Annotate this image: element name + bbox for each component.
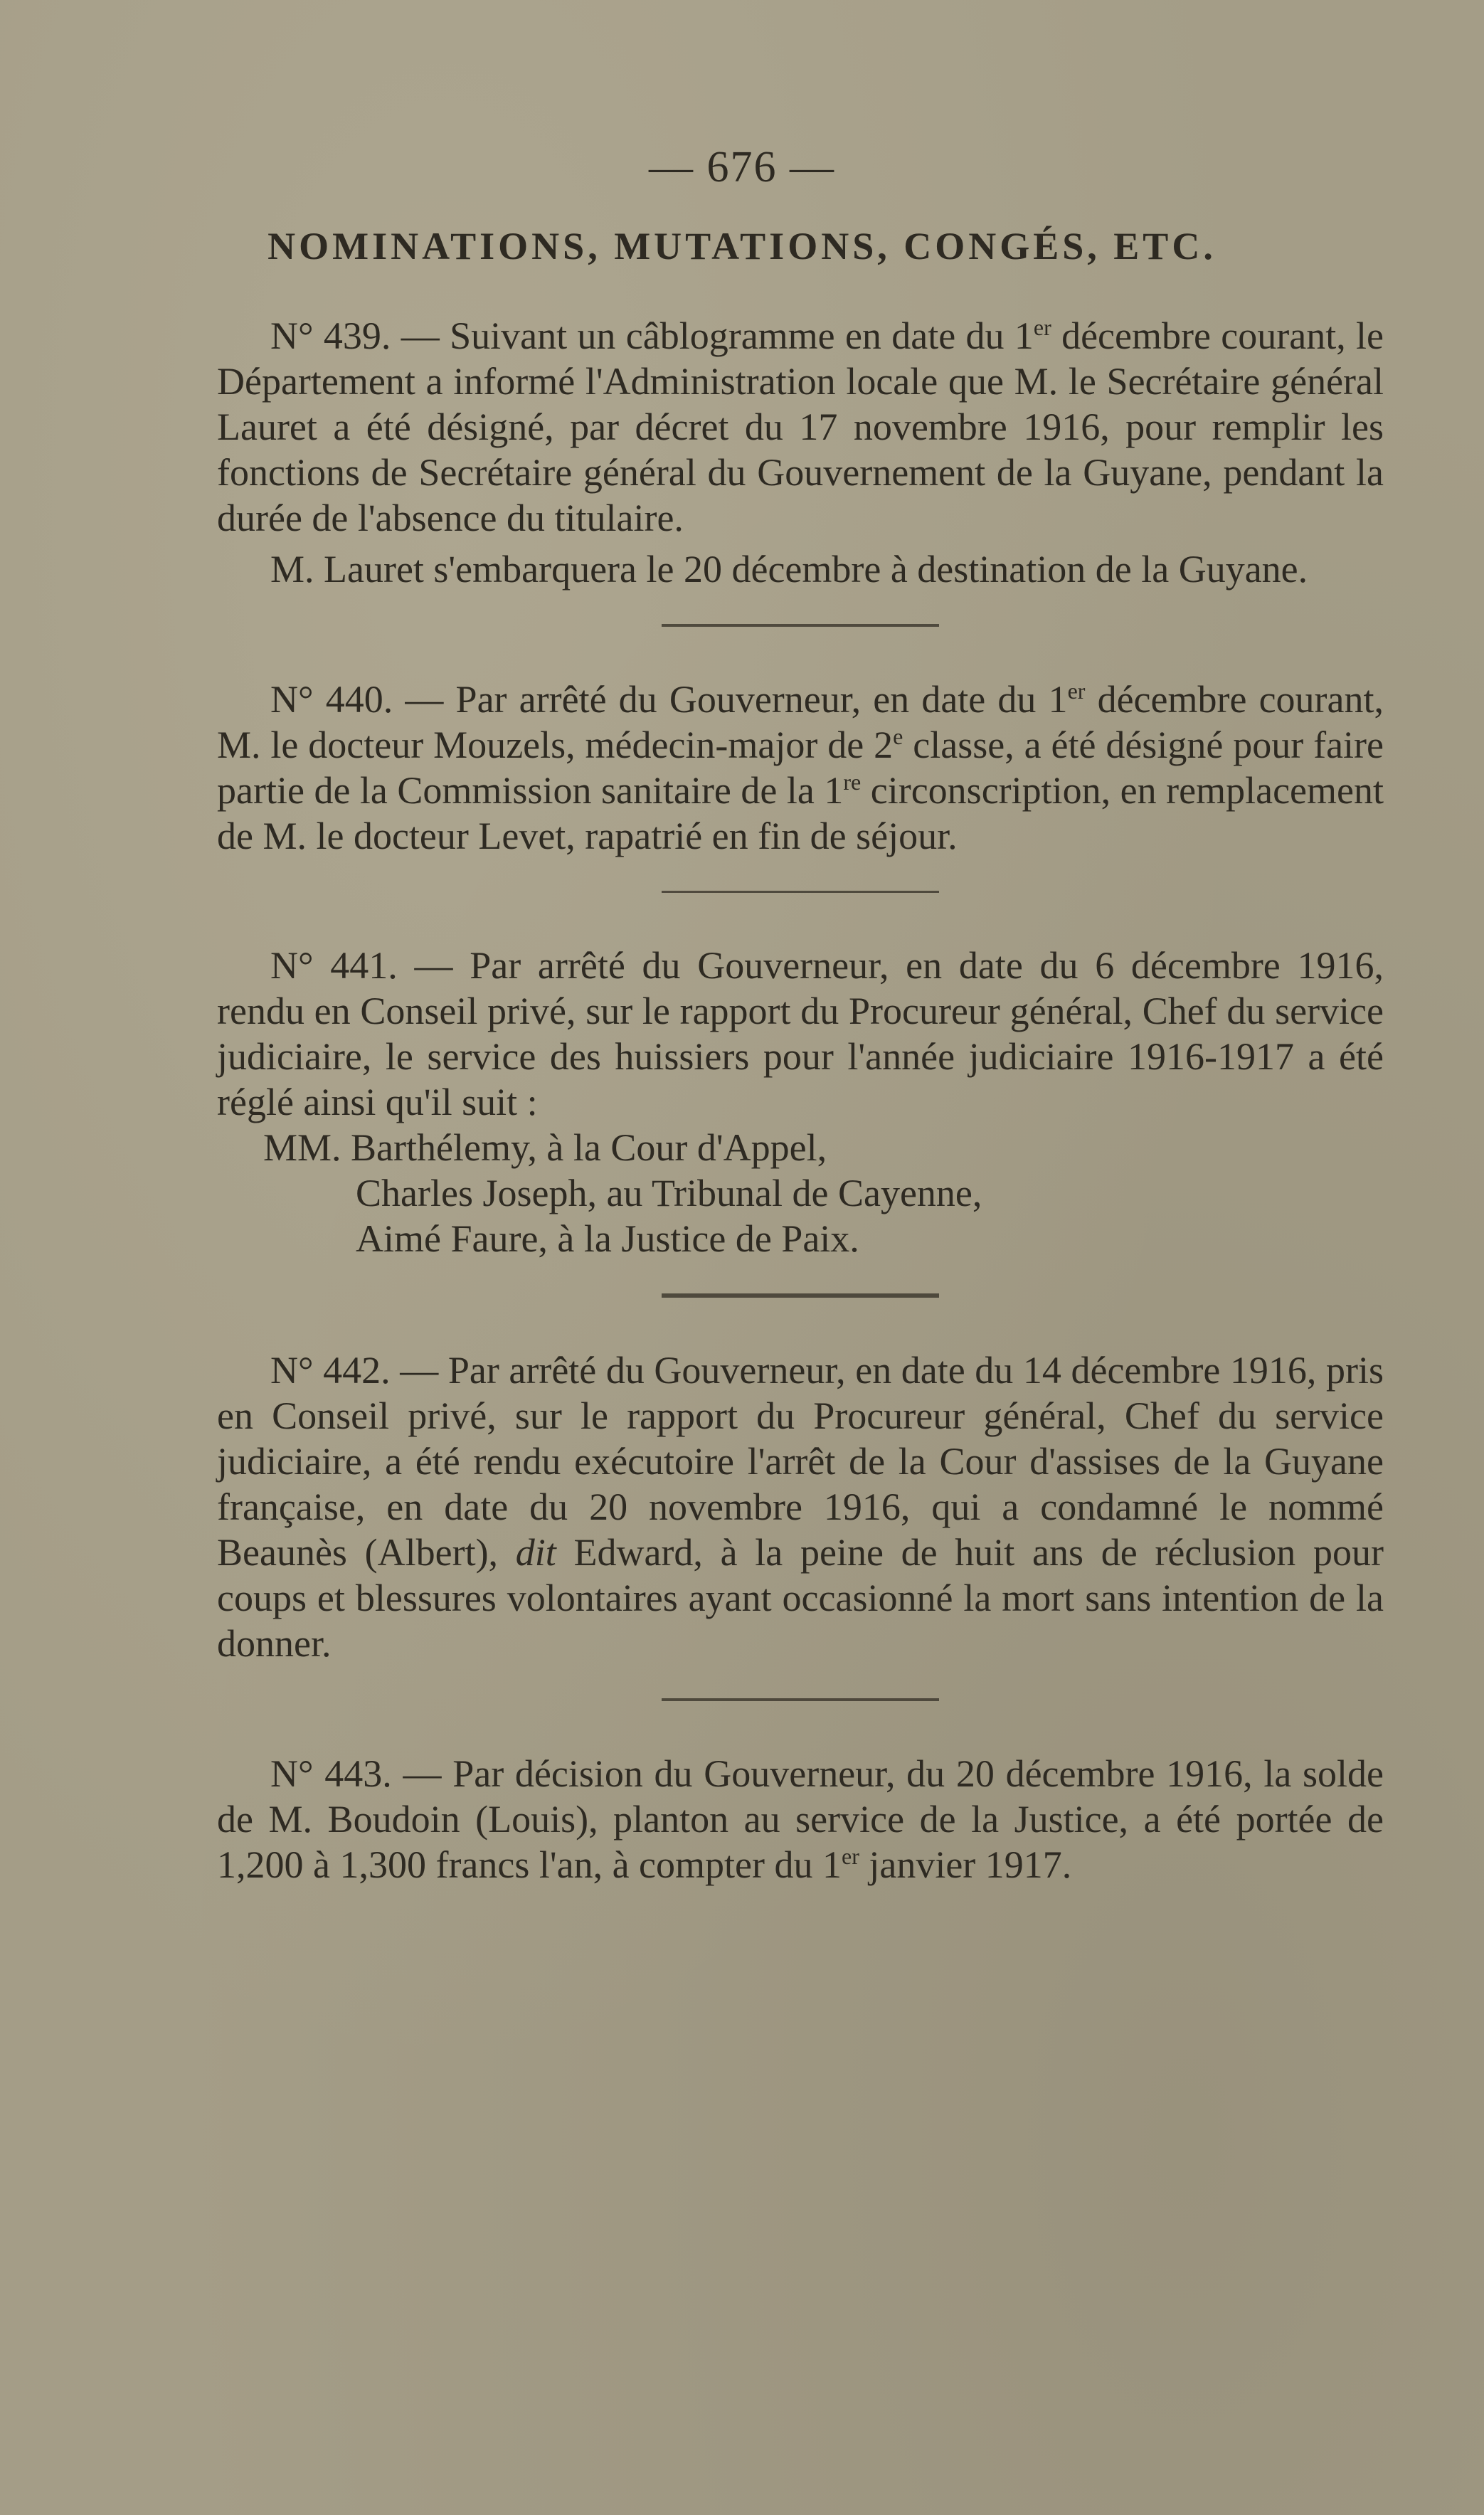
- spacer: [217, 592, 1384, 624]
- entry-440-superscript-2: e: [893, 724, 903, 749]
- list-item: Aimé Faure, à la Justice de Paix.: [356, 1217, 859, 1260]
- entry-441: [217, 943, 1384, 1261]
- separator-rule: [662, 1293, 939, 1298]
- spacer: [217, 859, 1384, 891]
- huissiers-list: [217, 1125, 1384, 1261]
- entry-439-text-a: N° 439. — Suivant un câblogramme en date du 1: [270, 314, 1034, 357]
- entry-442-paragraph: [217, 1347, 1384, 1666]
- entry-442-text-b: Edward, à la peine de huit ans de réclusion pour coups et blessures volontaires ayant occasionné la mort sans intention de la donner.: [217, 1531, 1384, 1665]
- spacer: [217, 1261, 1384, 1293]
- entry-443: [217, 1751, 1384, 1887]
- list-item: MM. Barthélemy, à la Cour d'Appel,: [263, 1126, 827, 1169]
- entry-439-superscript: er: [1033, 314, 1051, 340]
- page-number: — 676 —: [649, 143, 835, 191]
- entry-443-text-b: janvier 1917.: [859, 1843, 1072, 1886]
- entry-440-superscript-1: er: [1067, 678, 1086, 704]
- separator-rule: [662, 891, 939, 893]
- entry-442-text-a: N° 442. — Par arrêté du Gouverneur, en date du 14 décembre 1916, pris en Conseil privé, sur le rapport du Procureur général, Chef du service judiciaire, a été rendu exécutoire l'arrêt de la Cour d'assises de la Guyane française, en date du 20 novembre 1916, qui a condamné le nommé Beaunès (Albert),: [217, 1349, 1384, 1574]
- entry-440-text-d: circonscription, en remplacement de M. le docteur Levet, rapatrié en fin de séjour.: [217, 769, 1384, 857]
- separator-rule: [662, 624, 939, 627]
- spacer: [217, 1298, 1384, 1347]
- separator-rule: [662, 1698, 939, 1701]
- spacer: [217, 627, 1384, 677]
- entry-442-italic: dit: [515, 1531, 556, 1574]
- entry-443-text-a: N° 443. — Par décision du Gouverneur, du 20 décembre 1916, la solde de M. Boudoin (Louis), planton au service de la Justice, a été portée de 1,200 à 1,300 francs l'an, à compter du 1: [217, 1752, 1384, 1886]
- spacer: [217, 893, 1384, 943]
- entry-440-text-c: classe, a été désigné pour faire partie de la Commission sanitaire de la 1: [217, 724, 1384, 812]
- entry-441-paragraph: N° 441. — Par arrêté du Gouverneur, en date du 6 décembre 1916, rendu en Conseil privé, sur le rapport du Procureur général, Chef du service judiciaire, le service des huissiers pour l'année judiciaire 1916-1917 a été réglé ainsi qu'il suit :: [217, 944, 1384, 1123]
- entry-443-superscript: er: [841, 1843, 859, 1869]
- entry-442: [217, 1347, 1384, 1666]
- entry-439-text-b: décembre courant, le Département a informé l'Administration locale que M. le Secrétaire général Lauret a été désigné, par décret du 17 novembre 1916, pour remplir les fonctions de Secrétaire général du Gouvernement de la Guyane, pendant la durée de l'absence du titulaire.: [217, 314, 1384, 539]
- spacer: [217, 1701, 1384, 1751]
- spacer: [217, 1666, 1384, 1698]
- section-heading: NOMINATIONS, MUTATIONS, CONGÉS, ETC.: [267, 225, 1217, 268]
- entry-443-paragraph: [217, 1751, 1384, 1887]
- entry-440-superscript-3: re: [843, 769, 862, 795]
- entry-440-text-b: décembre courant, M. le docteur Mouzels, médecin-major de 2: [217, 678, 1384, 766]
- entry-439-paragraph-1: [217, 313, 1384, 541]
- entry-440-paragraph: [217, 677, 1384, 859]
- entry-440-text-a: N° 440. — Par arrêté du Gouverneur, en date du 1: [270, 678, 1068, 721]
- list-item: Charles Joseph, au Tribunal de Cayenne,: [356, 1172, 982, 1214]
- entry-440: [217, 677, 1384, 859]
- text-column: [217, 313, 1384, 1887]
- entry-439-paragraph-2: M. Lauret s'embarquera le 20 décembre à destination de la Guyane.: [270, 548, 1308, 591]
- entry-439: [217, 313, 1384, 592]
